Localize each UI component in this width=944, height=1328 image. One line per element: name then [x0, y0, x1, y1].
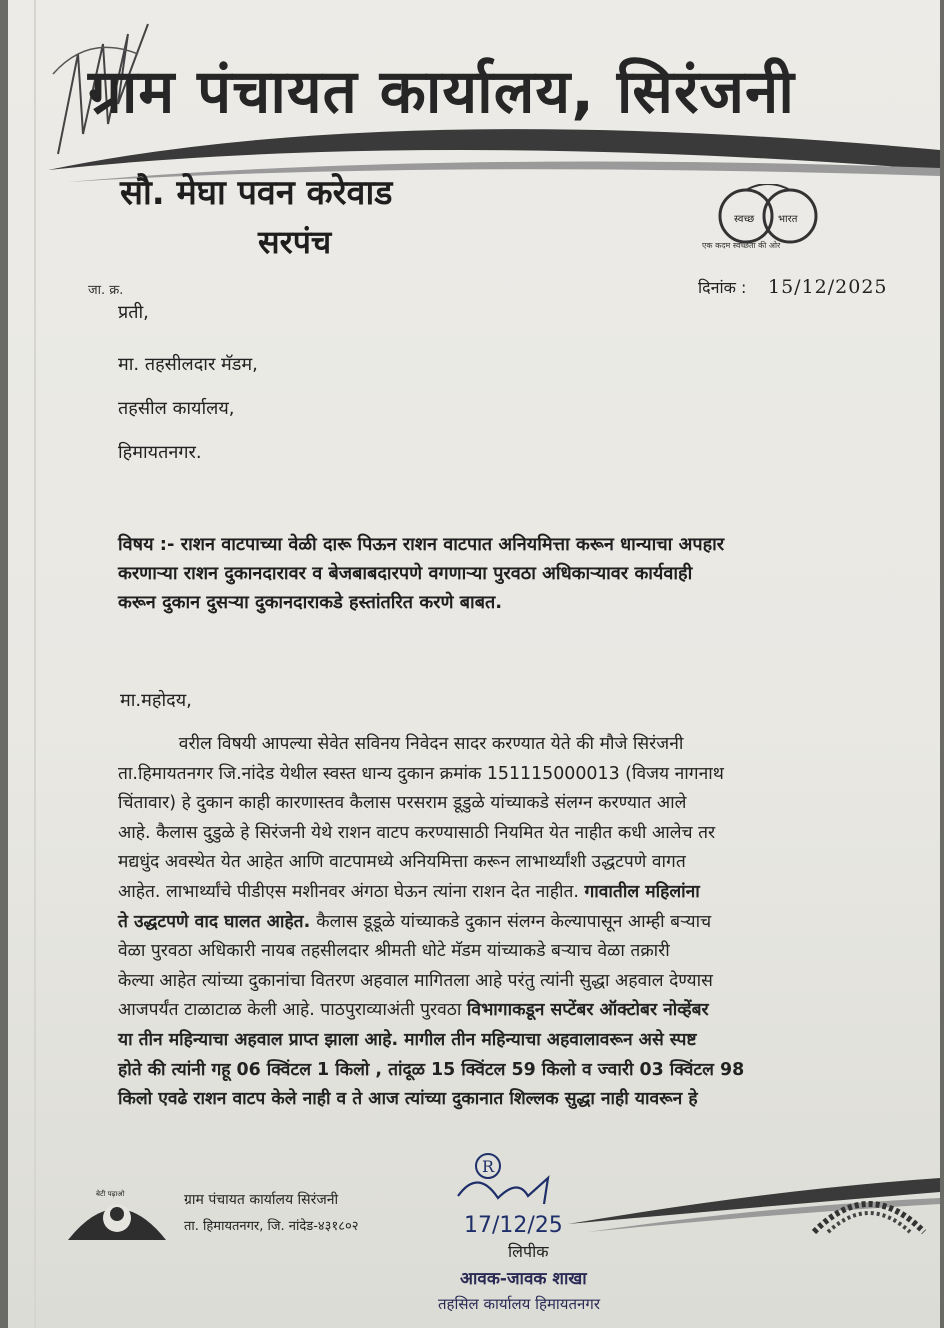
body-line-with-bold [118, 996, 888, 1026]
date-value: 15/12/2025 [768, 276, 888, 298]
body-bold-text: विभागाकडून सप्टेंबर ऑक्टोबर नोव्हेंबर [466, 1000, 709, 1021]
body-line: चिंतावार) हे दुकान काही कारणास्तव कैलास परसराम डूडुळे यांच्याकडे संलग्न करण्यात आले [118, 793, 687, 814]
received-stamp-signature [448, 1148, 588, 1248]
subject-line: करून दुकान दुसऱ्या दुकानदाराकडे हस्तांतरित करणे बाबत. [118, 592, 503, 613]
body-bold-text: गावातील महिलांना [584, 881, 700, 902]
sarpanch-designation: सरपंच [258, 223, 332, 261]
logo-right-text: भारत [778, 214, 798, 225]
logo-left-text: स्वच्छ [734, 214, 755, 225]
address-line-3: हिमायतनगर. [118, 442, 202, 463]
date-label: दिनांक : [698, 278, 747, 297]
body-line-with-bold [118, 908, 888, 938]
body-text: आहेत. लाभार्थ्यांचे पीडीएस मशीनवर अंगठा घेऊन त्यांना राशन देत नाहीत. [118, 881, 585, 902]
letter-page [8, 0, 940, 1328]
body-line: किलो एवढे राशन वाटप केले नाही व ते आज त्यांच्या दुकानात शिल्लक सुद्धा नाही यावरून हे [118, 1089, 698, 1110]
address-to: प्रती, [118, 302, 149, 323]
sarpanch-name: सौ. मेघा पवन करेवाड [120, 173, 393, 213]
footer-address: ता. हिमायतनगर, जि. नांदेड-४३१८०२ [184, 1219, 359, 1234]
body-line: मद्यधुंद अवस्थेत येत आहेत आणि वाटपामध्ये अनियमित्ता करून लाभार्थ्यांशी उद्धटपणे वागत [118, 852, 686, 873]
body-line: वेळा पुरवठा अधिकारी नायब तहसीलदार श्रीमती धोटे मॅडम यांच्याकडे बऱ्याच वेळा तक्रारी [118, 941, 670, 962]
beti-bachao-logo [62, 1184, 172, 1246]
body-line: आहे. कैलास दुडुळे हे सिरंजनी येथे राशन वाटप करण्यासाठी नियमित येत नाहीत कधी आलेच तर [118, 822, 716, 843]
body-line: ता.हिमायतनगर जि.नांदेड येथील स्वस्त धान्य दुकान क्रमांक 151115000013 (विजय नागनाथ [118, 763, 724, 784]
subject-line: करणाऱ्या राशन दुकानदारावर व बेजबाबदारपणे वगणाऱ्या पुरवठा अधिकाऱ्यावर कार्यवाही [118, 563, 693, 584]
stamp-section: आवक-जावक शाखा [460, 1269, 587, 1289]
subject-line: विषय :- राशन वाटपाच्या वेळी दारू पिऊन राशन वाटपात अनियमित्ता करून धान्याचा अपहार [118, 534, 725, 555]
body-line: केल्या आहेत त्यांच्या दुकानांचा वितरण अहवाल मागितला आहे परंतु त्यांनी सुद्धा अहवाल देण्यास [118, 970, 713, 991]
body-line-with-bold [118, 878, 888, 908]
logo-text: बेटी पढ़ाओ [96, 1190, 125, 1198]
salutation: मा.महोदय, [120, 690, 192, 711]
body-line: या तीन महिन्याचा अहवाल प्राप्त झाला आहे. मागील तीन महिन्याचा अहवालावरून असे स्पष्ट [118, 1029, 697, 1050]
address-line-1: मा. तहसीलदार मॅडम, [118, 354, 258, 375]
letterhead-title: ग्राम पंचायत कार्यालय, सिरंजनी [88, 57, 795, 127]
body-text: आजपर्यंत टाळाटाळ केली आहे. पाठपुराव्याअंती पुरवठा [118, 1000, 467, 1021]
stamp-initial: R [482, 1157, 495, 1176]
body-line: वरील विषयी आपल्या सेवेत सविनय निवेदन सादर करण्यात येते की मौजे सिरंजनी [118, 734, 684, 754]
stamp-clerk: लिपीक [508, 1242, 549, 1261]
body-text: कैलास डूडूळे यांच्याकडे दुकान संलग्न केल्यापासून आम्ही बऱ्याच [316, 911, 712, 932]
subject [118, 530, 878, 617]
stamp-office: तहसिल कार्यालय हिमायतनगर [438, 1295, 600, 1313]
address-line-2: तहसील कार्यालय, [118, 398, 235, 419]
reference-label: जा. क्र. [88, 283, 124, 298]
logo-tagline: एक कदम स्वच्छता की ओर [702, 241, 781, 250]
letter-body [118, 730, 888, 1115]
footer-office-name: ग्राम पंचायत कार्यालय सिरंजनी [184, 1192, 339, 1208]
footer-decorative-logo [804, 1180, 934, 1240]
body-bold-text: ते उद्धटपणे वाद घालत आहेत. [118, 911, 317, 932]
stamp-date: 17/12/25 [464, 1213, 563, 1238]
body-line: होते की त्यांनी गहू 06 क्विंटल 1 किलो , तांदूळ 15 क्विंटल 59 किलो व ज्वारी 03 क्विंटल 98 [118, 1059, 745, 1080]
